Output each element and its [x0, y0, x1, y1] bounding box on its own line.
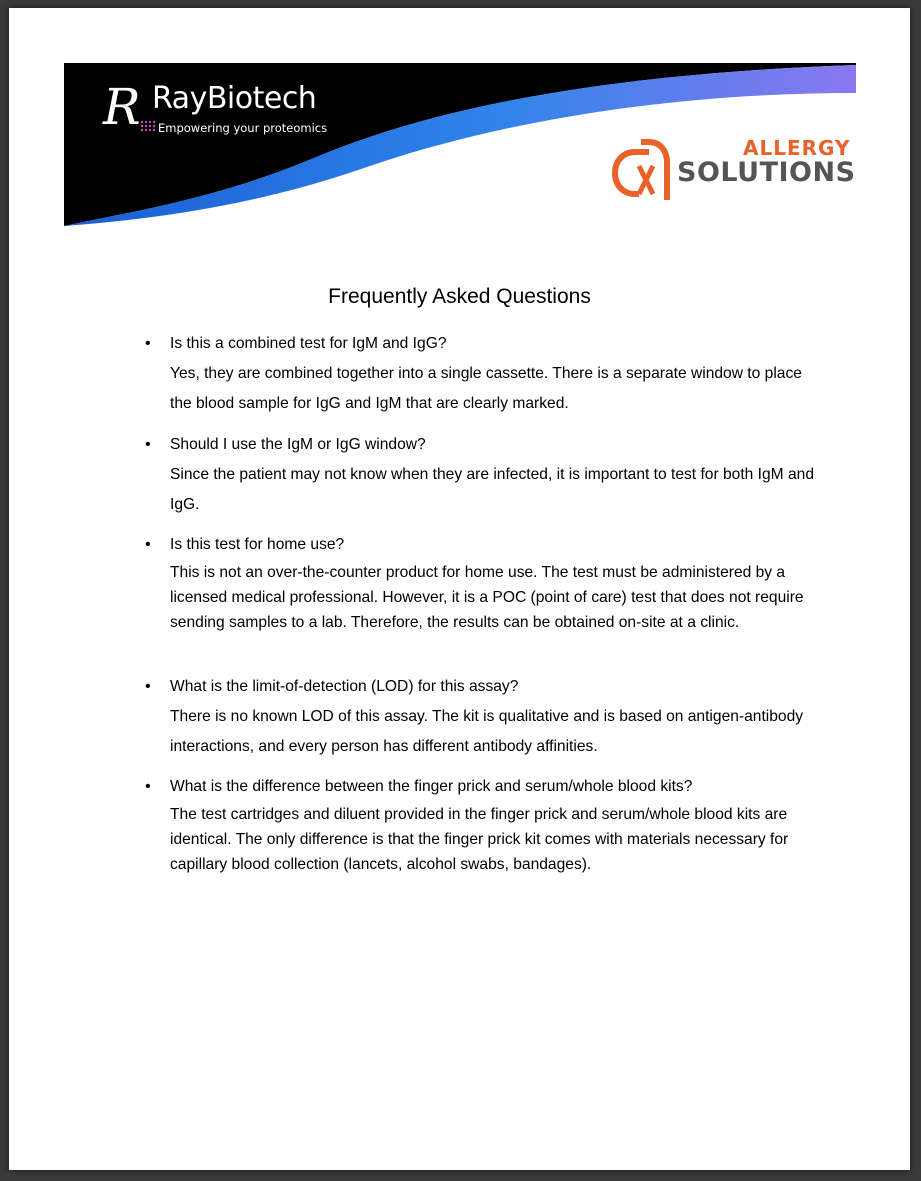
faq-item [145, 329, 820, 430]
solutions-wordmark: SOLUTIONS [677, 157, 856, 188]
bullet-icon: • [145, 536, 151, 553]
faq-question: Should I use the IgM or IgG window? [170, 436, 426, 453]
faq-answer: There is no known LOD of this assay. The kit is qualitative and is based on antigen-antibody interactions, and every person has different antibody affinities. [170, 708, 804, 755]
bullet-icon: • [145, 436, 151, 453]
raybiotech-name: RayBiotech [152, 81, 317, 116]
faq-answer: Yes, they are combined together into a single cassette. There is a separate window to place the blood sample for IgG and IgM that are clearly marked. [170, 365, 802, 412]
cxd-logo-icon [609, 138, 671, 202]
raybiotech-tagline: Empowering your proteomics [158, 121, 328, 135]
faq-question: What is the difference between the finger prick and serum/whole blood kits? [170, 778, 693, 795]
faq-question: What is the limit-of-detection (LOD) for this assay? [170, 678, 519, 695]
bullet-icon: • [145, 335, 151, 352]
faq-item [145, 772, 820, 877]
page-title: Frequently Asked Questions [328, 285, 591, 308]
faq-question: Is this a combined test for IgM and IgG? [170, 335, 447, 352]
bullet-icon: • [145, 678, 151, 695]
bullet-icon: • [145, 778, 151, 795]
document-page [9, 8, 910, 1170]
allergy-solutions-logo [609, 138, 854, 203]
faq-item [145, 430, 820, 530]
faq-item [145, 672, 820, 772]
faq-list [145, 329, 820, 877]
raybiotech-logo-initial: R [103, 78, 141, 136]
faq-answer: Since the patient may not know when they are infected, it is important to test for both IgM and IgG. [170, 466, 815, 513]
dot-grid-icon [140, 120, 156, 134]
faq-answer: The test cartridges and diluent provided in the finger prick and serum/whole blood kits are identical. The only difference is that the finger prick kit comes with materials necessary for capillary blood collection (lancets, alcohol swabs, bandages). [170, 806, 789, 873]
faq-answer: This is not an over-the-counter product for home use. The test must be administered by a licensed medical professional. However, it is a POC (point of care) test that does not require sending samples to a lab. Therefore, the results can be obtained on-site at a clinic. [170, 564, 804, 631]
faq-question: Is this test for home use? [170, 536, 345, 553]
raybiotech-logo [103, 78, 363, 152]
faq-item [145, 530, 820, 672]
allergy-wordmark: ALLERGY [743, 136, 851, 160]
